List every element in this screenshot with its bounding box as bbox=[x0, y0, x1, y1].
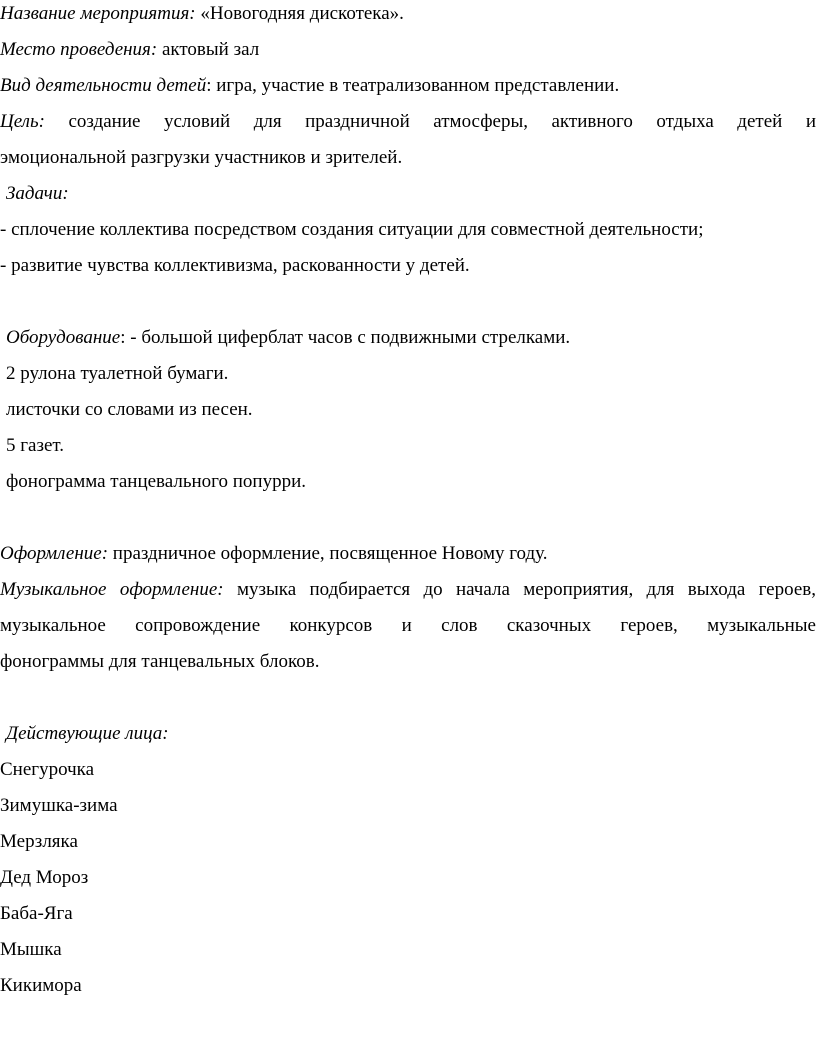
music-line-1 bbox=[0, 578, 816, 602]
venue-line bbox=[0, 38, 816, 62]
tasks-heading bbox=[0, 182, 816, 206]
activity-value: : игра, участие в театрализованном представлении. bbox=[206, 75, 620, 96]
character-item: Мышка bbox=[0, 939, 62, 960]
task-item: - развитие чувства коллективизма, раскованности у детей. bbox=[0, 255, 470, 276]
goal-text-1: создание условий для праздничной атмосферы, активного отдыха детей и bbox=[68, 111, 816, 132]
venue-label: Место проведения: bbox=[0, 39, 158, 60]
character-item: Дед Мороз bbox=[0, 867, 89, 888]
event-title-label: Название мероприятия: bbox=[0, 3, 196, 24]
design-label: Оформление: bbox=[0, 543, 109, 564]
music-text-1: музыка подбирается до начала мероприятия, для выхода героев, bbox=[236, 579, 816, 600]
characters-label: Действующие лица: bbox=[6, 723, 169, 744]
goal-label: Цель: bbox=[0, 111, 45, 132]
goal-text-2: эмоциональной разгрузки участников и зрителей. bbox=[0, 147, 403, 168]
equipment-item: 2 рулона туалетной бумаги. bbox=[6, 363, 229, 384]
equipment-item: фонограмма танцевального попурри. bbox=[6, 471, 307, 492]
music-line-3 bbox=[0, 650, 816, 674]
character-item: Баба-Яга bbox=[0, 903, 73, 924]
tasks-label: Задачи: bbox=[6, 183, 69, 204]
character-item: Кикимора bbox=[0, 975, 82, 996]
goal-line-2 bbox=[0, 146, 816, 170]
equipment-item: листочки со словами из песен. bbox=[6, 399, 253, 420]
goal-line-1 bbox=[0, 110, 816, 134]
event-title-line bbox=[0, 2, 816, 26]
music-label: Музыкальное оформление: bbox=[0, 579, 224, 600]
character-item: Снегурочка bbox=[0, 759, 95, 780]
activity-line bbox=[0, 74, 816, 98]
characters-heading bbox=[0, 722, 816, 746]
character-item: Мерзляка bbox=[0, 831, 78, 852]
equipment-line bbox=[0, 326, 816, 350]
event-title-value: «Новогодняя дискотека». bbox=[200, 3, 404, 24]
equipment-item: 5 газет. bbox=[6, 435, 65, 456]
design-line bbox=[0, 542, 816, 566]
equipment-first-item: : - большой циферблат часов с подвижными стрелками. bbox=[120, 327, 571, 348]
venue-value: актовый зал bbox=[161, 39, 260, 60]
equipment-label: Оборудование bbox=[6, 327, 121, 348]
character-item: Зимушка-зима bbox=[0, 795, 118, 816]
design-value: праздничное оформление, посвященное Новому году. bbox=[112, 543, 548, 564]
music-line-2 bbox=[0, 614, 816, 638]
music-text-3: фонограммы для танцевальных блоков. bbox=[0, 651, 320, 672]
activity-label: Вид деятельности детей bbox=[0, 75, 207, 96]
task-item: - сплочение коллектива посредством создания ситуации для совместной деятельности; bbox=[0, 219, 704, 240]
music-text-2: музыкальное сопровождение конкурсов и слов сказочных героев, музыкальные bbox=[0, 615, 816, 636]
